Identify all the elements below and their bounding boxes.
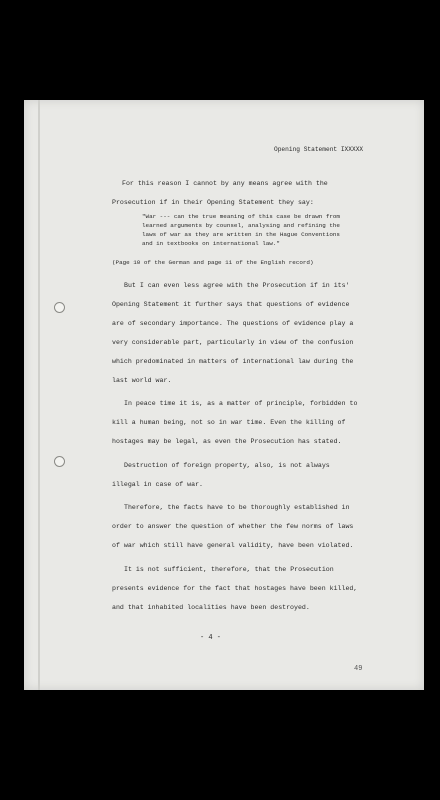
punch-hole-bottom bbox=[54, 456, 65, 467]
citation: (Page 10 of the German and page 11 of the English record) bbox=[112, 259, 314, 266]
para3-line-1: In peace time it is, as a matter of principle, forbidden to bbox=[124, 400, 358, 407]
quote-line-4: and in textbooks on international law." bbox=[142, 240, 280, 247]
page-number: - 4 - bbox=[200, 634, 222, 642]
para4-line-1: Destruction of foreign property, also, is not always bbox=[124, 462, 330, 469]
para5-line-2: order to answer the question of whether the few norms of laws bbox=[112, 523, 354, 530]
para4-line-2: illegal in case of war. bbox=[112, 481, 204, 488]
para3-line-2: kill a human being, not so in war time. Even the killing of bbox=[112, 419, 346, 426]
quote-line-2: learned arguments by counsel, analysing and refining the bbox=[142, 222, 340, 229]
punch-hole-top bbox=[54, 302, 65, 313]
para5-line-1: Therefore, the facts have to be thoroughly established in bbox=[124, 504, 350, 511]
para6-line-2: presents evidence for the fact that hostages have been killed, bbox=[112, 585, 358, 592]
page-spine-line bbox=[38, 100, 40, 690]
page-header: Opening Statement IXXXXX bbox=[274, 146, 364, 153]
intro-line-1: For this reason I cannot by any means agree with the bbox=[122, 180, 328, 187]
para2-line-5: which predominated in matters of international law during the bbox=[112, 358, 354, 365]
para3-line-3: hostages may be legal, as even the Prosecution has stated. bbox=[112, 438, 342, 445]
para5-line-3: of war which still have general validity, have been violated. bbox=[112, 542, 354, 549]
corner-mark: 49 bbox=[354, 665, 363, 673]
quote-line-1: "War --- can the true meaning of this case be drawn from bbox=[142, 213, 340, 220]
intro-line-2: Prosecution if in their Opening Statement they say: bbox=[112, 199, 314, 206]
para6-line-3: and that inhabited localities have been destroyed. bbox=[112, 604, 310, 611]
document-page bbox=[24, 100, 424, 690]
para2-line-2: Opening Statement it further says that questions of evidence bbox=[112, 301, 350, 308]
para2-line-4: very considerable part, particularly in view of the confusion bbox=[112, 339, 354, 346]
para2-line-1: But I can even less agree with the Prosecution if in its' bbox=[124, 282, 350, 289]
quote-line-3: laws of war as they are written in the Hague Conventions bbox=[142, 231, 340, 238]
para6-line-1: It is not sufficient, therefore, that the Prosecution bbox=[124, 566, 334, 573]
para2-line-6: last world war. bbox=[112, 377, 172, 384]
para2-line-3: are of secondary importance. The questions of evidence play a bbox=[112, 320, 354, 327]
